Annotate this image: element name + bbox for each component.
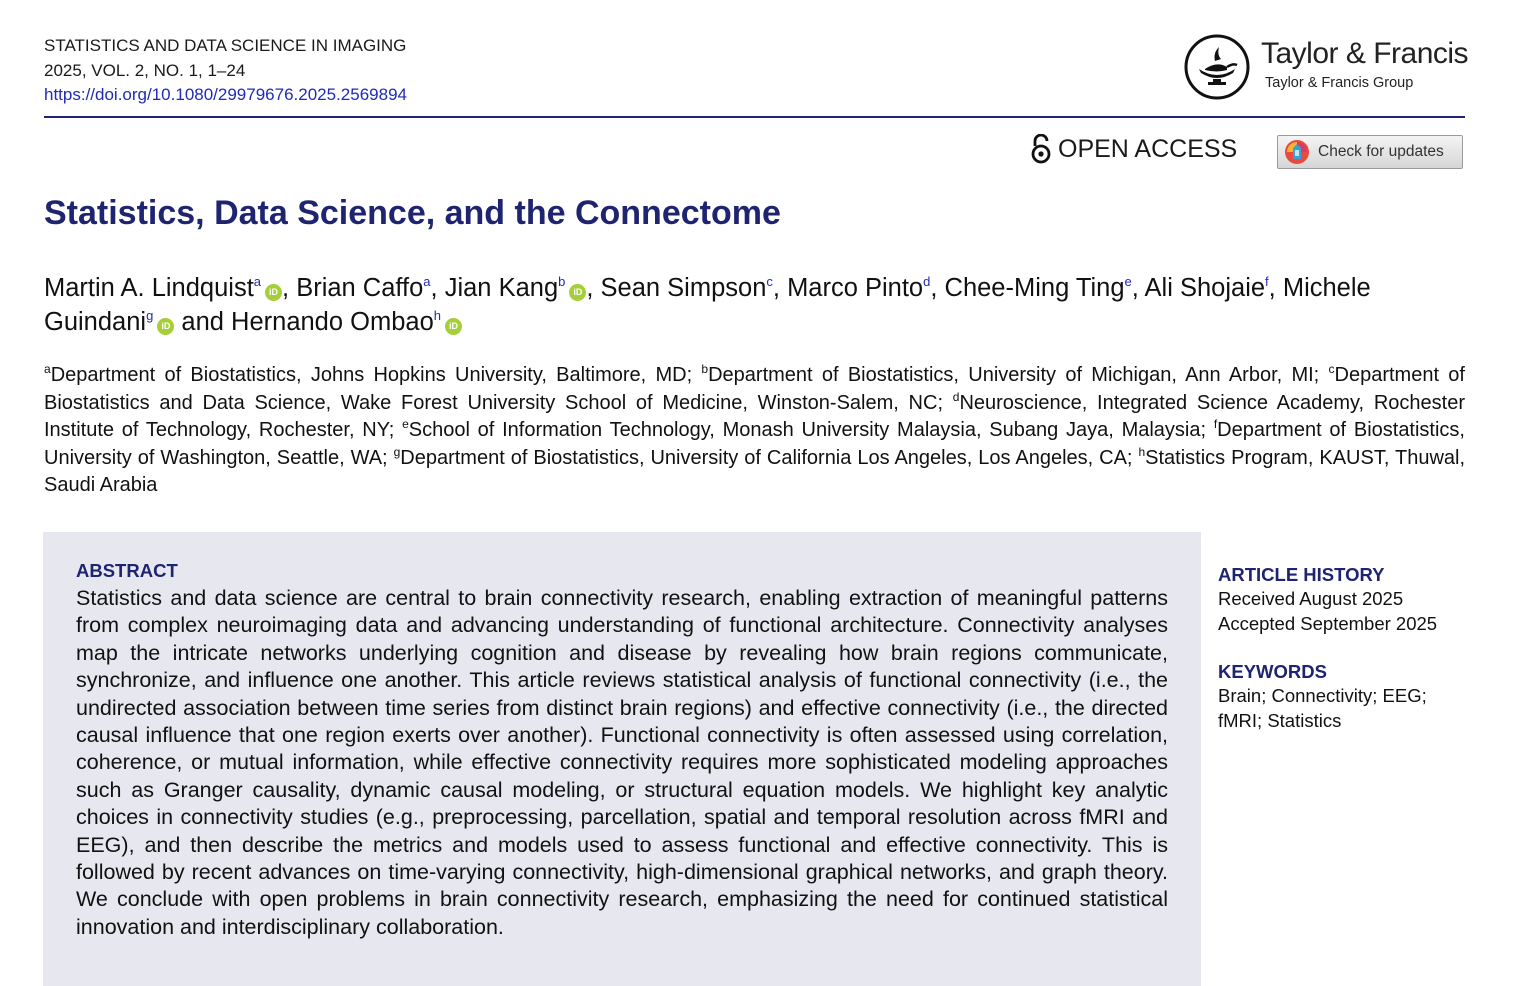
doi-link[interactable]: https://doi.org/10.1080/29979676.2025.2569894 — [44, 85, 407, 104]
article-title: Statistics, Data Science, and the Connectome — [44, 194, 781, 232]
crossmark-icon — [1284, 139, 1310, 165]
journal-name: STATISTICS AND DATA SCIENCE IN IMAGING — [44, 36, 407, 55]
affiliation-text: Department of Biostatistics, University of Michigan, Ann Arbor, MI; — [708, 364, 1320, 386]
affiliation-key: g — [393, 444, 401, 459]
keywords-heading: KEYWORDS — [1218, 661, 1327, 682]
abstract-heading: ABSTRACT — [76, 560, 178, 581]
affiliation-text: Department of Biostatistics, University of California Los Angeles, Los Angeles, CA; — [400, 446, 1133, 469]
affiliation-text: Department of Biostatistics and Data Science, Wake Forest University School of Medicine, Winston-Salem, NC; — [44, 364, 1465, 414]
affiliation-key: e — [402, 417, 409, 431]
author-affil-sup[interactable]: h — [433, 308, 441, 323]
article-sidebar — [1218, 563, 1468, 733]
abstract-text: Statistics and data science are central to brain connectivity research, enabling extraction of meaningful patterns from complex neuroimaging data and advancing understanding of functional architecture. Connectivity analyses map the intricate networks underlying cognition and disease by revealing how brain regions communicate, synchronize, and influence one another. This article reviews statistical analysis of functional connectivity (i.e., the undirected association between time series from distinct brain regions) and effective connectivity (i.e., the directed causal influence that one region exerts over another). Functional connectivity is often assessed using correlation, coherence, or mutual information, while effective connectivity requires more sophisticated modeling approaches such as Granger causality, dynamic causal modeling, or structural equation models. We highlight key analytic choices in connectivity studies (e.g., preprocessing, parcellation, spatial and temporal resolution across fMRI and EEG), and then describe the metrics and models used to assess functional and effective connectivity. This is followed by recent advances on time-varying connectivity, high-dimensional graphical networks, and graph theory. We conclude with open problems in brain connectivity research, emphasizing the need for continued statistical innovation and interdisciplinary collaboration. — [76, 586, 1168, 939]
author-conjunction: and — [181, 308, 224, 336]
affiliation-key: f — [1213, 417, 1218, 431]
orcid-icon[interactable]: iD — [445, 318, 462, 335]
author-affil-sup[interactable]: a — [253, 274, 262, 289]
author-affil-sup[interactable]: b — [558, 274, 566, 289]
author-name[interactable]: Michele Guindani — [44, 274, 1371, 336]
orcid-icon[interactable]: iD — [265, 284, 282, 301]
author-name[interactable]: Brian Caffo — [296, 274, 424, 302]
orcid-icon[interactable]: iD — [157, 318, 174, 335]
article-history-heading: ARTICLE HISTORY — [1218, 564, 1385, 585]
affiliation-text: Department of Biostatistics, University of Washington, Seattle, WA; — [44, 419, 1465, 469]
affiliations — [44, 362, 1465, 500]
header-rule — [44, 116, 1465, 118]
open-access-label: OPEN ACCESS — [1058, 134, 1238, 163]
affiliation-text: Neuroscience, Integrated Science Academy, Rochester Institute of Technology, Rochester, NY; — [44, 391, 1465, 441]
received-date: Received August 2025 — [1218, 588, 1404, 609]
author-list: Martin A. Lindquist$^a$iD , Brian Caffo$^a$, Jian Kang$^b$iD , Sean Simpson$^c$, Marco Pinto$^d$, Chee-Ming Ting$^e$, Ali Shojaie$^f$, Michele Guindani$^g$iD and Hernando Ombao$^h$iD — [44, 274, 1371, 336]
affiliation-key: b — [701, 362, 709, 376]
affiliation-text: Department of Biostatistics, Johns Hopkins University, Baltimore, MD; — [50, 364, 693, 386]
author-name[interactable]: Chee-Ming Ting — [944, 274, 1125, 302]
affiliation-key: h — [1138, 444, 1146, 459]
affiliation-text: Statistics Program, KAUST, Thuwal, Saudi Arabia — [44, 446, 1466, 496]
publisher-name: Taylor & Francis — [1261, 37, 1469, 70]
author-affil-sup[interactable]: a — [423, 274, 431, 289]
author-name[interactable]: Jian Kang — [444, 274, 559, 302]
author-name[interactable]: Sean Simpson — [600, 274, 767, 302]
author-name[interactable]: Hernando Ombao — [231, 308, 434, 336]
check-for-updates-label: Check for updates — [1318, 143, 1444, 160]
author-affil-sup[interactable]: e — [1124, 274, 1132, 289]
author-affil-sup[interactable]: d — [923, 274, 931, 289]
keywords-block — [1218, 660, 1468, 733]
journal-citation: 2025, VOL. 2, NO. 1, 1–24 — [44, 60, 246, 80]
author-affil-sup[interactable]: g — [146, 308, 154, 323]
affiliation-text: School of Information Technology, Monash University Malaysia, Subang Jaya, Malaysia; — [408, 419, 1207, 441]
orcid-icon[interactable]: iD — [569, 284, 586, 301]
check-for-updates-button[interactable] — [1277, 135, 1463, 169]
affiliation-key: d — [952, 389, 960, 404]
accepted-date: Accepted September 2025 — [1218, 612, 1438, 634]
open-access-badge — [1030, 134, 1237, 164]
publisher-group: Taylor & Francis Group — [1265, 75, 1414, 91]
author-name[interactable]: Ali Shojaie — [1144, 274, 1266, 302]
author-affil-sup[interactable]: c — [766, 274, 773, 289]
open-lock-icon — [1030, 134, 1052, 164]
keywords-list: Brain; Connectivity; EEG; fMRI; Statistics — [1218, 685, 1427, 731]
abstract-box — [43, 532, 1201, 986]
journal-info — [44, 34, 407, 108]
affiliation-key: c — [1328, 362, 1335, 376]
author-name[interactable]: Martin A. Lindquist — [44, 274, 254, 302]
publisher-logo[interactable] — [1183, 33, 1473, 103]
author-name[interactable]: Marco Pinto — [787, 274, 924, 302]
affiliation-key: a — [44, 362, 51, 376]
lamp-icon — [1183, 33, 1251, 101]
author-affil-sup[interactable]: f — [1265, 274, 1269, 289]
